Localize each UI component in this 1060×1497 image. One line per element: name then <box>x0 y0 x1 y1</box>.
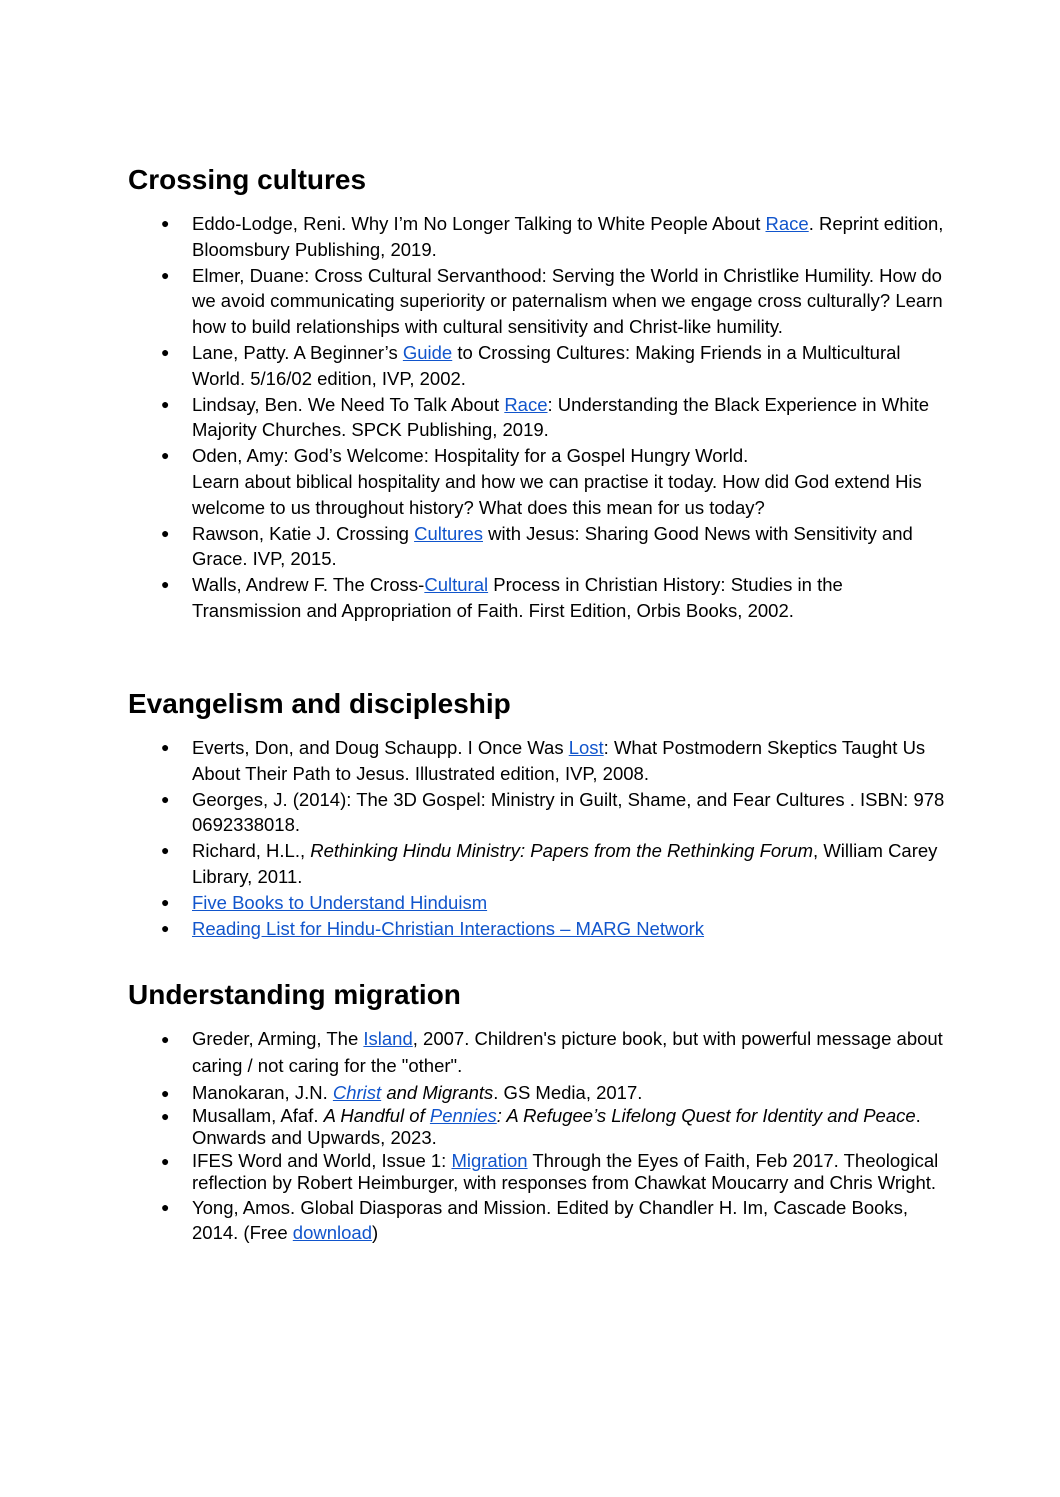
bullet-icon: ● <box>161 893 170 910</box>
list-item: ● Richard, H.L., Rethinking Hindu Ministry: Papers from the Rethinking Forum, William Carey Library, 2011. <box>161 840 938 887</box>
link-cultures[interactable]: Cultures <box>414 522 483 544</box>
link-pennies[interactable]: Pennies <box>429 1104 497 1126</box>
list-item: ● Rawson, Katie J. Crossing Cultures with Jesus: Sharing Good News with Sensitivity and Grace. IVP, 2015. <box>161 522 913 570</box>
bullet-icon: ● <box>161 447 170 464</box>
link-download[interactable]: download <box>292 1222 372 1244</box>
list-item: ● Oden, Amy: God’s Welcome: Hospitality for a Gospel Hungry World. Learn about biblical hospitality and how we can practise it today. How did God extend His welcome to us throughout history? What does this mean for us today? <box>161 445 922 518</box>
list-item: ● Musallam, Afaf. A Handful of Pennies: A Refugee’s Lifelong Quest for Identity and Peace. Onwards and Upwards, 2023. <box>161 1104 921 1148</box>
reading-list <box>128 735 948 941</box>
link-guide[interactable]: Guide <box>402 341 453 363</box>
link-christ[interactable]: Christ <box>332 1082 382 1103</box>
list-item: ● Eddo-Lodge, Reni. Why I’m No Longer Talking to White People About Race. Reprint edition, Bloomsbury Publishing, 2019. <box>161 213 944 260</box>
bullet-icon: ● <box>161 1152 170 1169</box>
link-migration[interactable]: Migration <box>451 1149 528 1171</box>
link-island[interactable]: Island <box>363 1028 413 1049</box>
link-race[interactable]: Race <box>504 393 548 415</box>
bullet-icon: ● <box>161 1198 170 1215</box>
list-item: ● Yong, Amos. Global Diasporas and Mission. Edited by Chandler H. Im, Cascade Books, 2014. (Free download) <box>161 1196 909 1244</box>
link-five-books-hinduism[interactable]: Five Books to Understand Hinduism <box>192 891 488 913</box>
reading-list <box>128 1026 948 1246</box>
section-understanding-migration <box>128 978 948 1246</box>
link-race[interactable]: Race <box>765 213 809 234</box>
bullet-icon: ● <box>161 919 170 936</box>
bullet-icon: ● <box>161 790 170 807</box>
section-heading: Crossing cultures <box>128 164 367 195</box>
list-item: ● Everts, Don, and Doug Schaupp. I Once Was Lost: What Postmodern Skeptics Taught Us About Their Path to Jesus. Illustrated edition, IVP, 2008. <box>161 737 926 784</box>
link-cultural[interactable]: Cultural <box>424 574 489 596</box>
section-crossing-cultures <box>128 163 948 624</box>
section-heading: Understanding migration <box>128 979 461 1010</box>
section-evangelism-discipleship <box>128 687 948 941</box>
list-item <box>128 916 948 942</box>
bullet-icon: ● <box>161 343 170 360</box>
list-item <box>128 890 948 916</box>
bullet-icon: ● <box>161 842 170 859</box>
bullet-icon: ● <box>161 524 170 541</box>
list-item: ● Lane, Patty. A Beginner’s Guide to Crossing Cultures: Making Friends in a Multicultural World. 5/16/02 edition, IVP, 2002. <box>161 341 901 389</box>
bullet-icon: ● <box>161 395 170 412</box>
list-item: ● Georges, J. (2014): The 3D Gospel: Ministry in Guilt, Shame, and Fear Cultures . ISBN: 978 0692338018. <box>161 788 945 836</box>
link-lost[interactable]: Lost <box>568 737 604 758</box>
bullet-icon: ● <box>161 266 170 283</box>
list-item: ● Manokaran, J.N. Christ and Migrants. GS Media, 2017. <box>161 1082 643 1103</box>
bullet-icon: ● <box>161 215 170 231</box>
bullet-icon: ● <box>161 1085 170 1101</box>
list-item: ● IFES Word and World, Issue 1: Migration Through the Eyes of Faith, Feb 2017. Theological reflection by Robert Heimburger, with responses from Chawkat Moucarry and Chris Wright. <box>161 1149 939 1193</box>
list-item: ● Elmer, Duane: Cross Cultural Servanthood: Serving the World in Christlike Humility. How do we avoid communicating superiority or paternalism when we engage cross culturally? Learn how to build relationships with cultural sensitivity and Christ-like humility. <box>161 264 943 338</box>
bullet-icon: ● <box>161 1031 170 1047</box>
list-item: ● Greder, Arming, The Island, 2007. Children's picture book, but with powerful message about caring / not caring for the "other". <box>161 1028 943 1076</box>
link-marg-reading-list[interactable]: Reading List for Hindu-Christian Interactions – MARG Network <box>192 917 705 939</box>
reading-list <box>128 211 948 624</box>
bullet-icon: ● <box>161 739 170 755</box>
bullet-icon: ● <box>161 1107 170 1124</box>
bullet-icon: ● <box>161 576 170 593</box>
list-item: ● Walls, Andrew F. The Cross-Cultural Process in Christian History: Studies in the Transmission and Appropriation of Faith. First Edition, Orbis Books, 2002. <box>161 574 843 621</box>
section-heading: Evangelism and discipleship <box>128 688 511 719</box>
list-item: ● Lindsay, Ben. We Need To Talk About Race: Understanding the Black Experience in White Majority Churches. SPCK Publishing, 2019. <box>161 393 930 441</box>
